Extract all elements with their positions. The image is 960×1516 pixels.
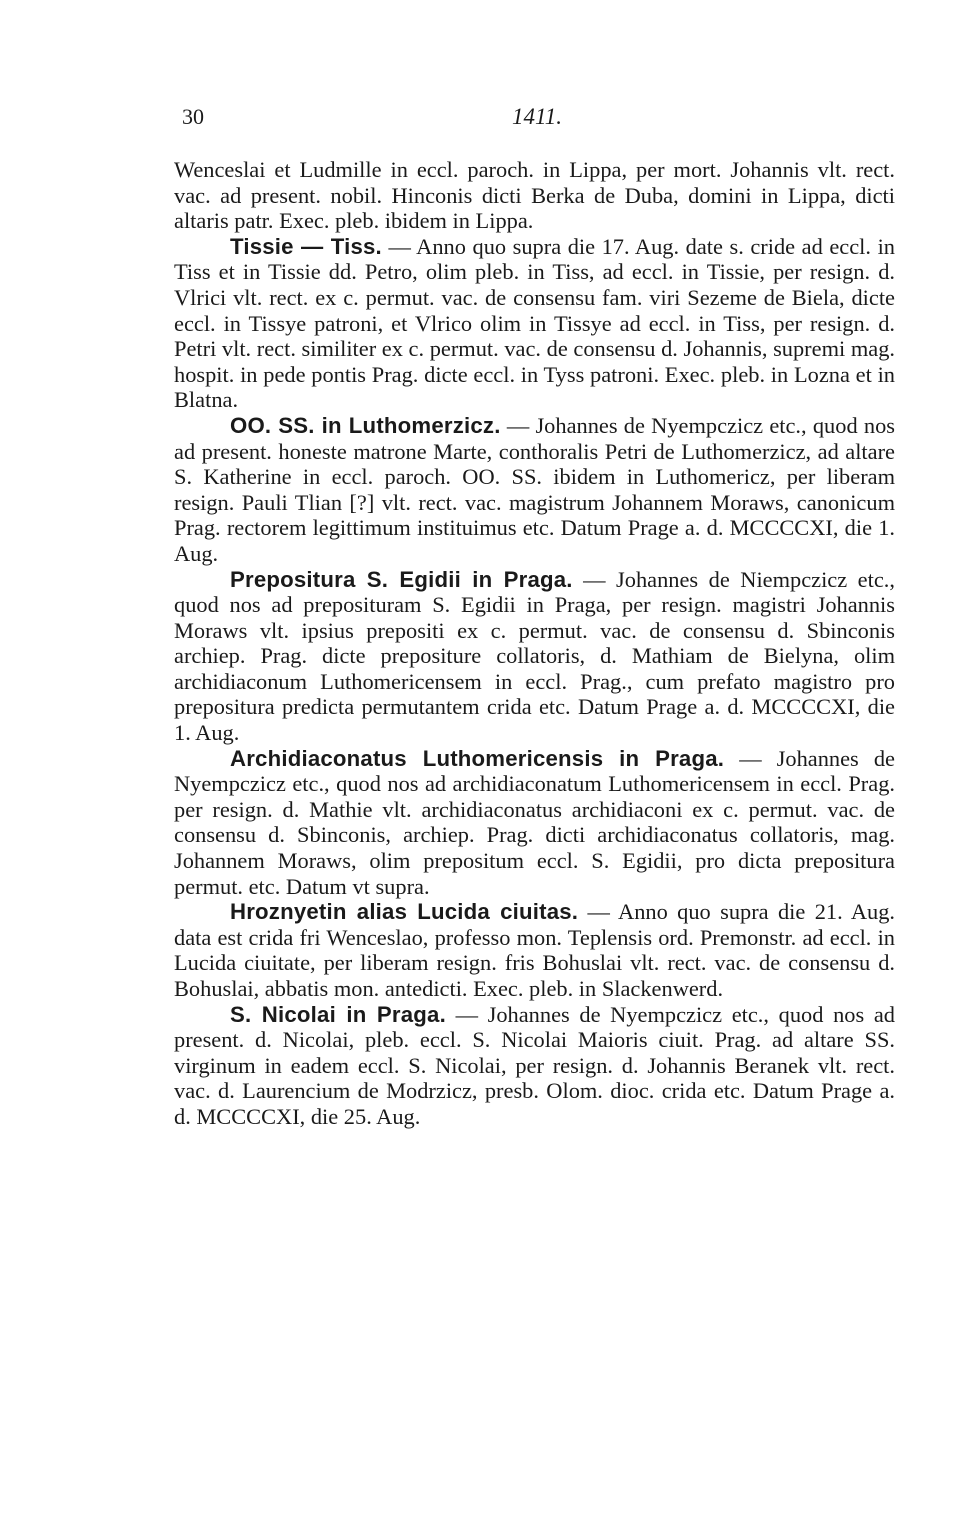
entry-heading: Archidiaconatus Luthomericensis in Praga. bbox=[230, 745, 725, 771]
entry-archidiaconatus bbox=[174, 746, 895, 900]
entry-prepositura-s-egidii bbox=[174, 567, 895, 746]
entry-heading: Hroznyetin alias Lucida ciuitas. bbox=[230, 899, 579, 925]
body-text bbox=[174, 157, 895, 1130]
paragraph-text: Wenceslai et Ludmille in eccl. paroch. in Lippa, per mort. Johannis vlt. rect. vac. ad present. nobil. Hinconis dicti Berka de Duba, domini in Lippa, dicti altaris patr. Exec. pleb. ibidem in Lippa. bbox=[174, 157, 895, 234]
paragraph-continuation bbox=[174, 157, 895, 234]
page-number: 30 bbox=[182, 104, 204, 129]
entry-hroznyetin bbox=[174, 899, 895, 1001]
entry-s-nicolai bbox=[174, 1002, 895, 1130]
entry-text: — Johannes de Nyempczicz etc., quod nos ad present. honeste matrone Marte, conthoralis Petri de Luthomerzicz, ad altare S. Katherine in eccl. paroch. OO. SS. ibidem in Luthomericz, per liberam resign. Pauli Tlian [?] vlt. rect. vac. magistrum Johannem Moraws, canonicum Prag. rectorem legittimum instituimus etc. Datum Prage a. d. MCCCCXI, die 1. Aug. bbox=[174, 412, 895, 566]
entry-text: — Anno quo supra die 17. Aug. date s. cride ad eccl. in Tiss et in Tissie dd. Petro, olim pleb. in Tiss, ad eccl. in Tissie, per resign. d. Vlrici vlt. rect. ex c. permut. vac. de consensu fam. viri Sezeme de Biela, dicte eccl. in Tissye patroni, et Vlrico olim in Tissye ad eccl. in Tiss, per resign. d. Petri vlt. rect. similiter ex c. permut. vac. de consensu d. Johannis, supremi mag. hospit. in pede pontis Prag. dicte eccl. in Tyss patroni. Exec. pleb. in Lozna et in Blatna. bbox=[174, 233, 895, 413]
entry-text: — Johannes de Niempczicz etc., quod nos ad preposituram S. Egidii in Praga, per resign. magistri Johannis Moraws vlt. ipsius prepositi ex c. permut. vac. de consensu d. Sbinconis archiep. Prag. dicte prepositure collatoris, d. Mathiam de Bielyna, olim archidiaconum Luthomericensem in eccl. Prag., cum prefato magistro pro prepositura predicta permutantem crida etc. Datum Prage a. d. MCCCCXI, die 1. Aug. bbox=[174, 566, 895, 746]
entry-tissie bbox=[174, 234, 895, 413]
entry-luthomerzicz bbox=[174, 413, 895, 567]
entry-text: — Johannes de Nyempczicz etc., quod nos ad present. d. Nicolai, pleb. eccl. S. Nicolai Maioris ciuit. Prag. ad altare SS. virginum in eadem eccl. S. Nicolai, per resign. d. Johannis Beranek vlt. rect. vac. d. Laurencium de Modrzicz, presb. Olom. dioc. crida etc. Datum Prage a. d. MCCCCXI, die 25. Aug. bbox=[174, 1001, 895, 1129]
entry-heading: Prepositura S. Egidii in Praga. bbox=[230, 566, 573, 592]
entry-heading: Tissie — Tiss. bbox=[230, 233, 382, 259]
entry-heading: S. Nicolai in Praga. bbox=[230, 1001, 446, 1027]
entry-text: — Anno quo supra die 21. Aug. data est crida fri Wenceslao, professo mon. Teplensis ord. Premonstr. ad eccl. in Lucida ciuitate, per liberam resign. fris Bohuslai vlt. rect. vac. de consensu d. Bohuslai, abbatis mon. antedicti. Exec. pleb. in Slackenwerd. bbox=[174, 899, 895, 1001]
entry-text: — Johannes de Nyempczicz etc., quod nos ad archidiaconatum Luthomericensem in eccl. Prag. per resign. d. Mathie vlt. archidiaconatus archidiaconi ex c. permut. vac. de consensu d. Sbinconis, archiep. Prag. dicti archidiaconatus collatoris, mag. Johannem Moraws, olim prepositum eccl. S. Egidii, pro dicta prepositura permut. etc. Datum vt supra. bbox=[174, 745, 895, 899]
running-head bbox=[174, 104, 894, 134]
entry-heading: OO. SS. in Luthomerzicz. bbox=[230, 412, 501, 438]
running-head-year: 1411. bbox=[512, 104, 563, 129]
